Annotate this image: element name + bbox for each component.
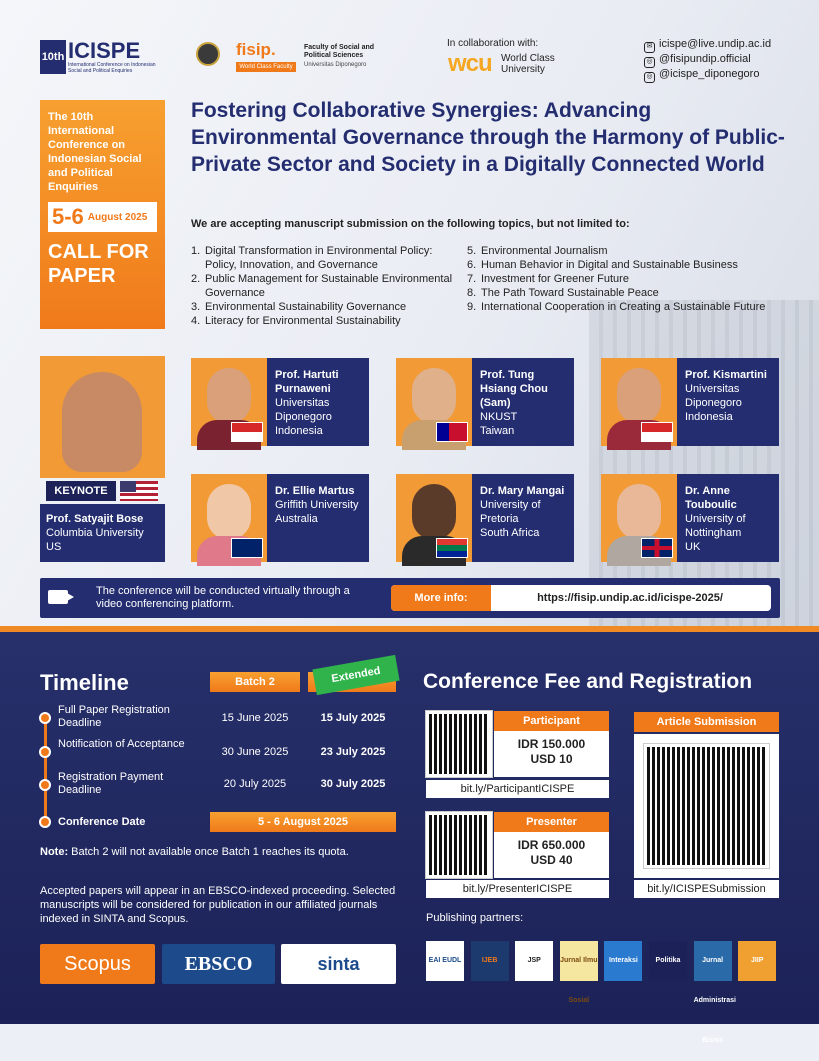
speaker-photo [396,474,472,562]
topic-item: 7. Investment for Greener Future [467,273,629,285]
australia-flag-icon [231,538,263,558]
timeline-label: Full Paper Registration Deadline [58,704,170,729]
wcu-text: World Class University [501,53,555,75]
timeline-dot [39,816,51,828]
ebsco-logo: EBSCO [162,944,275,984]
speaker-country: Indonesia [275,425,323,437]
keynote-affiliation: Columbia University [46,527,144,539]
call-for-paper-card [40,100,165,329]
speaker-country: Taiwan [480,425,515,437]
more-info-label: More info: [391,585,491,611]
keynote-country: US [46,541,62,553]
speaker-photo [191,474,267,562]
instagram-icon: ◎ [644,57,655,68]
topic-item: 9. International Cooperation in Creating a Sustainable Future [467,301,766,313]
accepted-papers-text: Accepted papers will appear in an EBSCO-indexed proceeding. Selected manuscripts will be considered for publication in our affiliated journals indexed in SINTA and Scopus. [40,885,396,925]
timeline-old-date: 20 July 2025 [223,778,287,790]
timeline-title: Timeline [40,670,129,695]
note-text: Batch 2 will not available once Batch 1 reaches its quota. [71,846,349,858]
speaker-card [396,474,574,562]
conference-name: The 10th International Conference on Indonesian Social and Political Enquiries [48,111,142,193]
publishing-partners-label: Publishing partners: [426,912,524,924]
timeline-dot [39,712,51,724]
participant-idr: IDR 150.000 [517,737,586,751]
timeline-dot [39,746,51,758]
publishing-partner-logo: Jurnal Administrasi Bisnis [694,941,732,981]
indonesia-flag-icon [641,422,673,442]
date-days: 5-6 [52,204,84,229]
publishing-partner-logo: Jurnal Ilmu Sosial [560,941,598,981]
presenter-label: Presenter [494,812,609,832]
topic-item: 6. Human Behavior in Digital and Sustainable Business [467,259,738,271]
icispe-logo-title: ICISPE [68,38,141,63]
speaker-card [601,474,779,562]
participant-fee [494,731,609,777]
timeline-new-date: 15 July 2025 [320,712,386,724]
south-africa-flag-icon [436,538,468,558]
us-flag-icon [120,481,158,501]
fee-title: Conference Fee and Registration [423,670,753,693]
headline: Fostering Collaborative Synergies: Advancing Environmental Governance through the Harmony of Public-Private Sector and Society in a Digitally Connected World [191,99,785,176]
contact-instagram-fisip[interactable]: ◎ @fisipundip.official [644,53,751,68]
topic-item: 8. The Path Toward Sustainable Peace [467,287,659,299]
batch-note [40,846,410,858]
timeline-label: Notification of Acceptance [58,738,185,750]
speaker-affiliation: Griffith University [275,499,359,511]
extended-badge: Extended [312,655,399,695]
presenter-usd: USD 40 [530,853,573,867]
speaker-card [396,358,574,446]
icispe-logo-subtitle: International Conference on Indonesian Social and Political Enquiries [68,62,156,74]
indonesia-flag-icon [231,422,263,442]
speaker-country: Australia [275,513,318,525]
fisip-badge: World Class Faculty [236,62,296,72]
speaker-name: Prof. Tung Hsiang Chou (Sam) [480,369,548,409]
timeline-new-date: 23 July 2025 [320,746,386,758]
keynote-photo [40,356,165,478]
speaker-affiliation: University of Pretoria [480,499,541,525]
speaker-name: Dr. Mary Mangai [480,485,565,497]
taiwan-flag-icon [436,422,468,442]
publishing-partner-logo: Interaksi [604,941,642,981]
keynote-info [40,504,165,562]
call-for-paper-text: CALL FOR PAPER [48,241,149,287]
scopus-logo: Scopus [40,944,155,984]
conference-date-box [48,202,157,232]
topic-item: 3. Environmental Sustainability Governance [191,301,407,313]
presenter-fee [494,832,609,878]
speaker-photo [396,358,472,446]
virtual-text: The conference will be conducted virtually through a video conferencing platform. [96,585,350,610]
instagram-icon: ◎ [644,72,655,83]
speaker-name: Dr. Ellie Martus [275,485,355,497]
presenter-idr: IDR 650.000 [517,838,586,852]
speaker-affiliation: NKUST [480,411,518,423]
more-info-link[interactable]: https://fisip.undip.ac.id/icispe-2025/ [537,592,723,604]
keynote-badge: KEYNOTE [46,481,116,501]
topics-list-right [467,244,787,314]
batch-label: Batch 2 [210,672,300,692]
contact-email[interactable]: ✉ icispe@live.undip.ac.id [644,38,771,53]
uk-flag-icon [641,538,673,558]
presenter-link[interactable]: bit.ly/PresenterICISPE [426,880,609,898]
article-submission-qr-code[interactable] [634,734,779,878]
publishing-partner-logo: JSP [515,941,553,981]
timeline-label: Registration Payment Deadline [58,771,164,796]
speaker-country: UK [685,541,701,553]
accept-text: We are accepting manuscript submission on the following topics, but not limited to: [191,218,630,230]
topic-item: 5. Environmental Journalism [467,245,608,257]
speaker-country: Indonesia [685,411,733,423]
mail-icon: ✉ [644,42,655,53]
fisip-logo: fisip. [236,40,276,59]
keynote-portrait [62,372,142,472]
speaker-card [191,474,369,562]
conference-date-value: 5 - 6 August 2025 [210,812,396,832]
topic-item: 4. Literacy for Environmental Sustainability [191,315,401,327]
participant-link[interactable]: bit.ly/ParticipantICISPE [426,780,609,798]
speaker-photo [601,474,677,562]
conference-date-label: Conference Date [58,816,146,828]
timeline-dot [39,779,51,791]
note-label: Note: [40,846,69,858]
participant-label: Participant [494,711,609,731]
contact-instagram-icispe[interactable]: ◎ @icispe_diponegoro [644,68,759,83]
topic-item: 1. Digital Transformation in Environmental Policy: Policy, Innovation, and Governance [191,245,433,271]
speaker-affiliation: University of Nottingham [685,513,746,539]
timeline-new-date: 30 July 2025 [320,778,386,790]
timeline-old-date: 15 June 2025 [221,712,289,724]
sinta-logo: sinta [281,944,396,984]
publishing-partner-logo: JIIP [738,941,776,981]
speaker-name: Prof. Kismartini [685,369,767,381]
participant-qr-code[interactable] [426,711,492,777]
participant-usd: USD 10 [530,752,573,766]
speaker-name: Dr. Anne Touboulic [685,485,737,511]
speaker-card [601,358,779,446]
article-submission-label: Article Submission [634,712,779,732]
speaker-affiliation: Universitas Diponegoro [685,383,742,409]
speaker-name: Prof. Hartuti Purnaweni [275,369,339,395]
topics-list-left [191,244,456,328]
speaker-card [191,358,369,446]
speaker-photo [191,358,267,446]
video-camera-icon [48,590,68,604]
publishing-partner-logo: IJEB [471,941,509,981]
wcu-logo: wcu [448,50,492,77]
speaker-photo [601,358,677,446]
undip-seal-icon [196,42,220,66]
icispe-logo-mark: 10th [40,40,66,74]
topic-item: 2. Public Management for Sustainable Environmental Governance [191,273,453,299]
publishing-partner-logo: EAI EUDL [426,941,464,981]
timeline-line [44,714,47,824]
date-month: August 2025 [87,211,148,223]
speaker-country: South Africa [480,527,540,539]
speaker-affiliation: Universitas Diponegoro [275,397,332,423]
keynote-name: Prof. Satyajit Bose [46,513,144,525]
timeline-old-date: 30 June 2025 [221,746,289,758]
article-submission-link[interactable]: bit.ly/ICISPESubmission [634,880,779,898]
collab-label: In collaboration with: [447,38,539,49]
faculty-name: Faculty of Social and Political Sciences [304,44,375,59]
university-name: Universitas Diponegoro [304,62,367,68]
publishing-partner-logo: Politika [649,941,687,981]
presenter-qr-code[interactable] [426,812,492,878]
